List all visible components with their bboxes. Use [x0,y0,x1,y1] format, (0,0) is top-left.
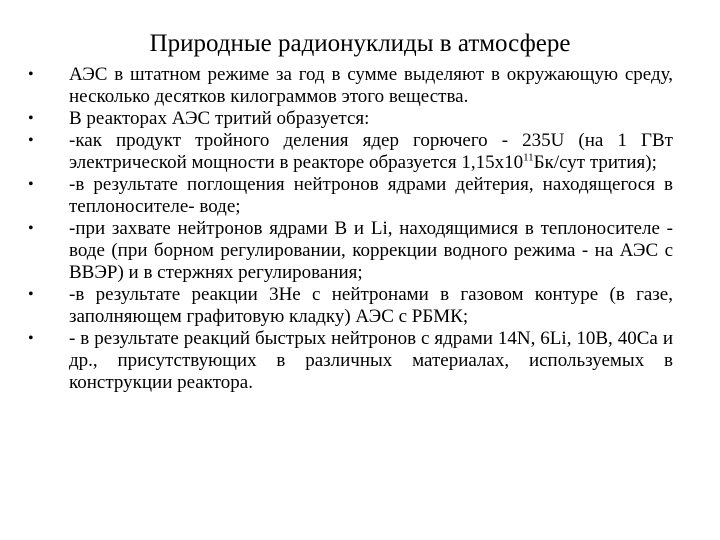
bullet-text-part: Бк/сут трития); [533,152,657,173]
bullet-item-7 [28,328,673,394]
bullet-marker: • [28,220,34,237]
bullet-marker: • [28,132,34,149]
bullet-item-1 [28,64,673,108]
bullet-item-4 [28,174,673,218]
bullet-marker: • [28,110,34,127]
bullet-marker: • [28,286,34,303]
bullet-marker: • [28,66,34,83]
bullet-item-5 [28,218,673,284]
bullet-text: -в результате поглощения нейтронов ядрами дейтерия, находящегося в теплоносителе- воде; [69,174,673,217]
bullet-item-6 [28,284,673,328]
bullet-text: -в результате реакции 3He с нейтронами в газовом контуре (в газе, заполняющем графитовую кладку) АЭС с РБМК; [69,284,673,327]
exponent: 11 [523,151,534,164]
slide-title: Природные радионуклиды в атмосфере [149,30,571,57]
bullet-marker: • [28,330,34,347]
bullet-text [69,130,673,174]
bullet-text: - в результате реакций быстрых нейтронов с ядрами 14N, 6Li, 10B, 40Ca и др., присутствующих в различных материалах, используемых в конструкции реактора. [69,328,673,393]
bullet-text: АЭС в штатном режиме за год в сумме выделяют в окружающую среду, несколько десятков килограммов этого вещества. [69,64,673,107]
bullet-list [28,64,673,394]
bullet-marker: • [28,176,34,193]
bullet-item-3 [28,130,673,174]
bullet-text: -при захвате нейтронов ядрами B и Li, находящимися в теплоносителе - воде (при борном регулировании, коррекции водного режима - на АЭС с ВВЭР) и в стержнях регулирования; [69,218,673,283]
bullet-item-2 [28,108,673,130]
bullet-text: В реакторах АЭС тритий образуется: [69,108,370,129]
bullet-text-part: -как продукт тройного деления ядер горючего - 235U (на 1 ГВт электрической мощности в реакторе образуется 1,15х10 [69,130,673,173]
